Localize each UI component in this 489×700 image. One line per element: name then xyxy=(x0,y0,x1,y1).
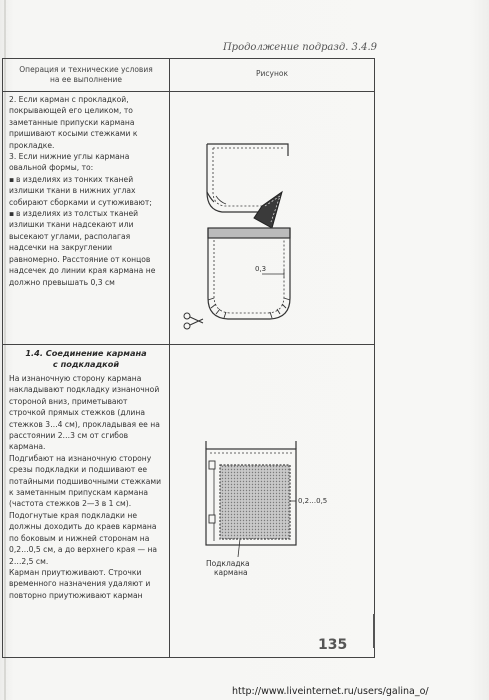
row2-paragraph-2: Подгибают на изнаночную сторону срезы подкладки и подшивают ее потайными подшивочными стежками к заметанным припускам кармана (частота стежков 2—3 в 1 см). Подогнутые края подкладки не должны доходить до краев кармана по боковым и нижней сторонам на 0,2…0,5 см, а до верхнего края — на 2…2,5 см. xyxy=(9,453,162,566)
row1-paragraph-1: 2. Если карман с прокладкой, покрывающей его целиком, то заметанные припуски кармана пришивают косыми стежками к прокладке. xyxy=(9,95,138,150)
row1-text-cell xyxy=(3,92,170,345)
row1-bullet-1 xyxy=(9,174,165,208)
row2-paragraph-1: На изнаночную сторону кармана накладывают подкладку изнаночной стороной вниз, приметывают строчкой прямых стежков (длина стежков 3…4 см), прокладывая ее на расстоянии 2…3 см от сгибов кармана. xyxy=(9,374,160,452)
page-number: 135 xyxy=(318,637,348,653)
notch-distance-label: 0,3 xyxy=(255,265,267,273)
section-continuation-header: Продолжение подразд. 3.4.9 xyxy=(222,42,377,53)
table-row xyxy=(3,92,375,345)
row2-figure-cell xyxy=(170,345,375,658)
row2-paragraph-3: Карман приутюживают. Строчки временного назначения удаляют и повторно приутюживают карман xyxy=(9,567,151,600)
section-title-line2: с подкладкой xyxy=(52,359,120,369)
operations-table xyxy=(2,58,375,658)
lining-label-line1: Подкладка xyxy=(206,559,250,568)
col-operation-header-line1: Операция и технические условия xyxy=(19,65,153,74)
table-header-row xyxy=(3,59,375,92)
gathered-corner-inset xyxy=(254,192,282,228)
col-figure-header xyxy=(170,59,375,92)
scissors-icon xyxy=(184,313,203,329)
row1-bullet-1-text: в изделиях из тонких тканей излишки ткани в нижних углах собирают сборками и сутюживают; xyxy=(9,174,152,207)
lining-label-line2: кармана xyxy=(214,568,248,577)
section-title-line1: 1.4. Соединение кармана xyxy=(25,348,147,358)
bullet-icon: ▪ xyxy=(9,209,15,219)
col-operation-header xyxy=(3,59,170,92)
col-figure-header-label: Рисунок xyxy=(256,69,288,78)
source-url[interactable]: http://www.liveinternet.ru/users/galina_o/ xyxy=(232,686,429,697)
lining-leader-line xyxy=(238,539,240,557)
table-row xyxy=(3,345,375,658)
row2-text-cell xyxy=(3,345,170,658)
page-number-bar xyxy=(373,614,375,648)
pocket-notched-drawing xyxy=(208,228,290,319)
row1-figure-cell xyxy=(170,92,375,345)
row1-bullet-2-text: в изделиях из толстых тканей излишки ткани надсекают или высекают углами, располагая надсечки на закруглении равномерно. Расстояние от концов надсечек до линии края кармана не должно превышать 0,3 см xyxy=(9,209,156,287)
pocket-lining-illustration xyxy=(170,345,375,653)
row1-paragraph-2: 3. Если нижние углы кармана овальной формы, то: xyxy=(9,152,130,173)
col-operation-header-line2: на ее выполнение xyxy=(49,75,123,84)
pocket-with-lining-drawing xyxy=(206,441,296,545)
row1-bullet-2 xyxy=(9,208,165,288)
pocket-corners-illustration xyxy=(170,92,375,340)
bullet-icon: ▪ xyxy=(9,174,15,184)
lining-offset-label: 0,2…0,5 xyxy=(298,497,328,505)
section-title xyxy=(3,345,169,371)
